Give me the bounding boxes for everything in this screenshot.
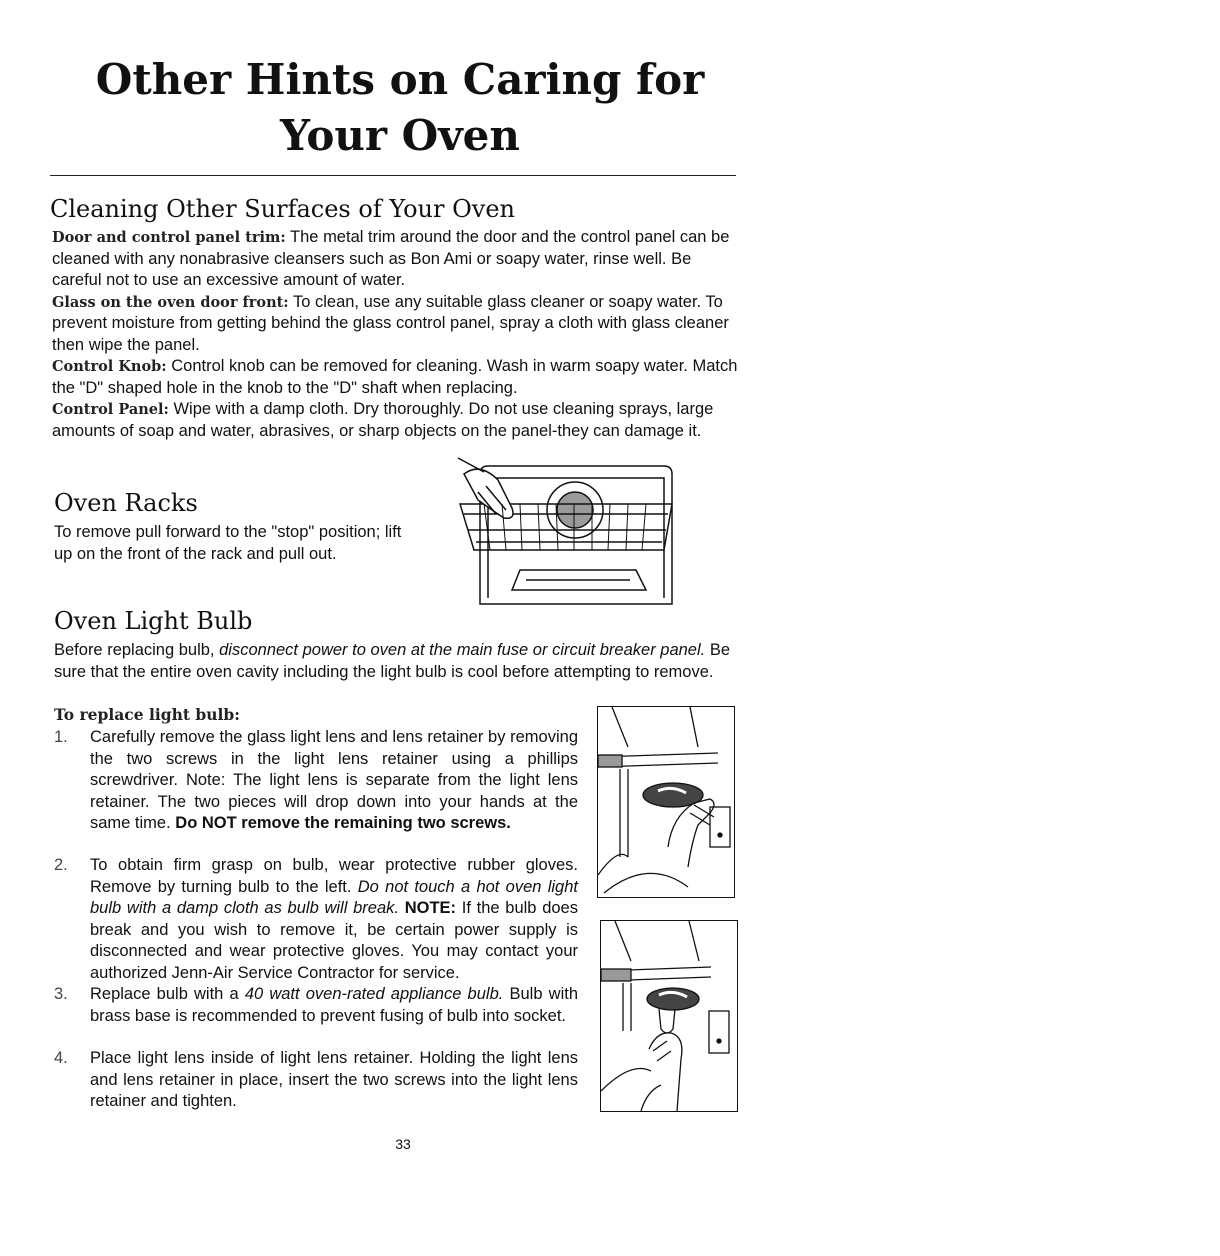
- door-trim-text: The metal trim around the door and the control panel can be cleaned with any nonabrasive cleansers such as Bon Ami or soapy water, rinse well. Be careful not to use an excessive amount of water.: [52, 228, 730, 289]
- step-text-2: Bulb with brass base is recommended to prevent fusing of bulb into socket.: [90, 985, 579, 1025]
- step-2: [54, 855, 578, 984]
- step-note-text: If the bulb does break and you wish to remove it, be certain power supply is disconnected and wear protective gloves. You may contact your authorized Jenn-Air Service Contractor for service.: [90, 899, 578, 982]
- page-title-line-2: Your Oven: [280, 111, 520, 160]
- step-text: Place light lens inside of light lens retainer. Holding the light lens and lens retainer in place, insert the two screws into the light lens retainer and tighten.: [90, 1049, 578, 1110]
- step-number: 2.: [54, 856, 68, 874]
- step-1: [54, 727, 578, 835]
- step-note-label: NOTE:: [404, 899, 457, 917]
- cleaning-heading: Cleaning Other Surfaces of Your Oven: [50, 195, 515, 223]
- page-title-line-1: Other Hints on Caring for: [95, 55, 705, 104]
- step-text: Carefully remove the glass light lens and lens retainer by removing the two screws in the light lens retainer using a phillips screwdriver. Note: The light lens is separate from the light lens retainer. The two pieces will drop down into your hands at the same time.: [90, 728, 578, 832]
- bulb-intro: [54, 640, 740, 683]
- knob-lead: Control Knob:: [52, 358, 167, 375]
- bulb-intro-warning: disconnect power to oven at the main fuse or circuit breaker panel.: [219, 641, 706, 659]
- bulb-subheading: To replace light bulb:: [54, 705, 240, 724]
- step-warning: Do not touch a hot oven light bulb with a damp cloth as bulb will break.: [90, 877, 578, 917]
- step-text: To obtain firm grasp on bulb, wear protective rubber gloves. Remove by turning bulb to the left.: [90, 856, 578, 896]
- panel-text: Wipe with a damp cloth. Dry thoroughly. Do not use cleaning sprays, large amounts of soap and water, abrasives, or sharp objects on the panel-they can damage it.: [52, 400, 714, 440]
- page-number: 33: [395, 1136, 411, 1152]
- step-bulb-type: 40 watt oven-rated appliance bulb.: [244, 985, 504, 1003]
- bulb-replacement-illustration: [600, 920, 738, 1112]
- bulb-heading: Oven Light Bulb: [54, 607, 253, 635]
- glass-lead: Glass on the oven door front:: [52, 293, 289, 311]
- cleaning-paragraphs: [52, 227, 738, 442]
- step-3: [54, 984, 578, 1027]
- bulb-intro-prefix: Before replacing bulb,: [54, 641, 215, 659]
- knob-text: Control knob can be removed for cleaning. Wash in warm soapy water. Match the "D" shaped hole in the knob to the "D" shaft when replacing.: [52, 357, 738, 397]
- step-number: 4.: [54, 1049, 68, 1067]
- lens-removal-illustration: [597, 706, 735, 898]
- step-number: 1.: [54, 728, 68, 746]
- racks-heading: Oven Racks: [54, 489, 198, 517]
- page-title: [40, 52, 760, 164]
- step-4: [54, 1048, 578, 1113]
- step-number: 3.: [54, 985, 68, 1003]
- oven-rack-illustration: [440, 452, 680, 612]
- title-divider: [50, 175, 736, 176]
- racks-text: To remove pull forward to the "stop" position; lift up on the front of the rack and pull out.: [54, 523, 402, 563]
- panel-lead: Control Panel:: [52, 401, 169, 418]
- door-trim-lead: Door and control panel trim:: [52, 229, 286, 246]
- bulb-intro-suffix: Be sure that the entire oven cavity including the light bulb is cool before attempting to remove.: [54, 641, 731, 681]
- step-warning: Do NOT remove the remaining two screws.: [175, 814, 511, 832]
- glass-text: To clean, use any suitable glass cleaner or soapy water. To prevent moisture from getting behind the glass control panel, spray a cloth with glass cleaner then wipe the panel.: [52, 292, 729, 354]
- step-text: Replace bulb with a: [90, 985, 239, 1003]
